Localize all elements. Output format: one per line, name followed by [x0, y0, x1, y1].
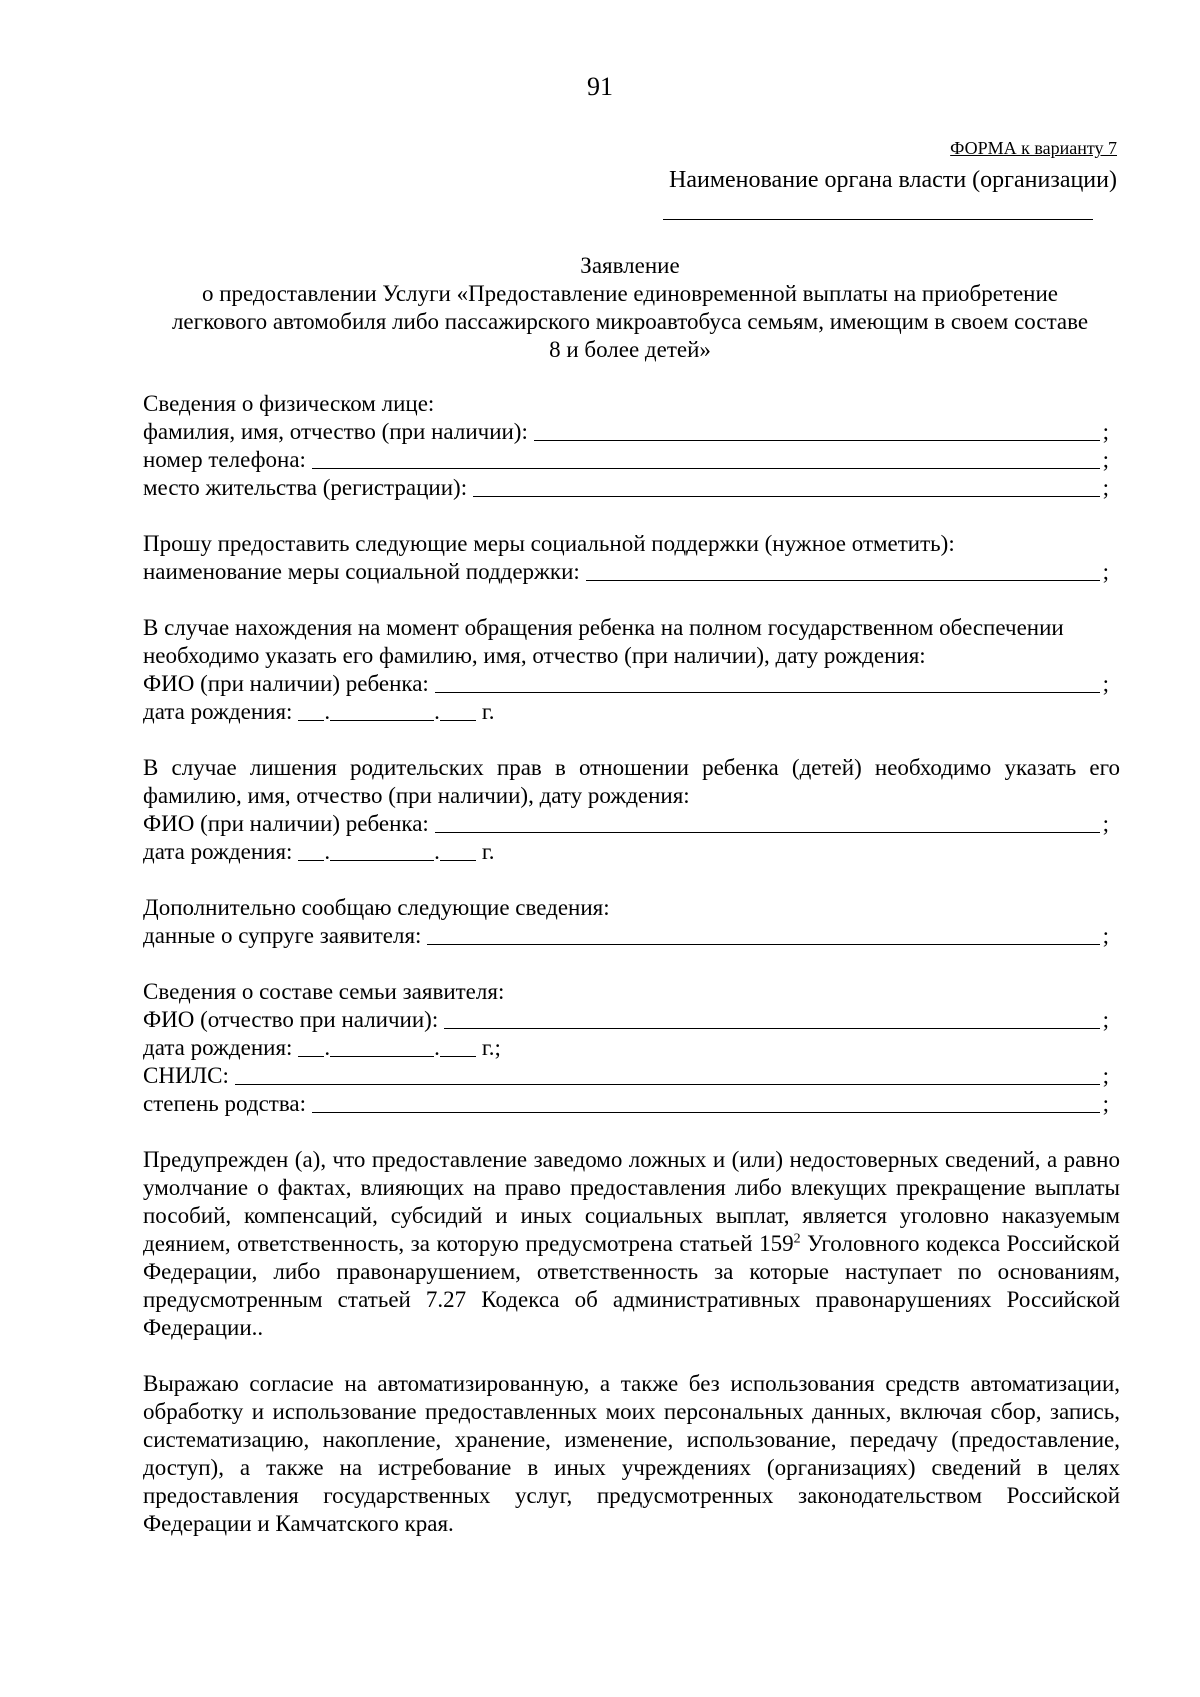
date-dot: . [434, 1035, 440, 1060]
dob-year-field[interactable] [440, 1056, 476, 1057]
kinship-field[interactable] [312, 1112, 1100, 1113]
article-superscript: 2 [793, 1231, 801, 1247]
year-suffix: г. [481, 839, 495, 864]
support-measure-row [143, 558, 1109, 586]
family-fio-row [143, 1006, 1109, 1034]
field-end: ; [1102, 671, 1109, 696]
form-body [143, 390, 1120, 1566]
dob-day-field[interactable] [298, 860, 324, 861]
child-dob-row [143, 838, 1120, 866]
support-section [143, 530, 1120, 586]
field-end: ; [1102, 475, 1109, 500]
dob-day-field[interactable] [298, 720, 324, 721]
dob-month-field[interactable] [330, 720, 434, 721]
child-fio-field[interactable] [435, 832, 1100, 833]
field-label: СНИЛС: [143, 1063, 229, 1088]
child-fio-field[interactable] [435, 692, 1100, 693]
phone-field[interactable] [312, 468, 1100, 469]
dob-year-field[interactable] [440, 720, 476, 721]
residence-field[interactable] [473, 496, 1100, 497]
dob-year-field[interactable] [440, 860, 476, 861]
child-dob-row [143, 698, 1120, 726]
consent-paragraph: Выражаю согласие на автоматизированную, а также без использования средств автоматизации, обработку и использование предоставленных моих персональных данных, включая сбор, запись, систематизацию, накопление, хранение, изменение, использование, передачу (предоставление, доступ), а также на истребование в иных учреждениях (организациях) сведений в целях предоставления государственных услуг, предусмотренных законодательством Российской Федерации и Камчатского края. [143, 1371, 1120, 1536]
field-end: ; [1102, 419, 1109, 444]
field-label: ФИО (при наличии) ребенка: [143, 671, 429, 696]
section-heading: Прошу предоставить следующие меры социальной поддержки (нужное отметить): [143, 531, 955, 556]
date-dot: . [324, 699, 331, 724]
phone-row [143, 446, 1109, 474]
field-end: ; [1102, 1091, 1109, 1116]
spouse-row [143, 922, 1109, 950]
child-fio-row [143, 810, 1109, 838]
field-end: ; [1102, 923, 1109, 948]
field-end: ; [1102, 559, 1109, 584]
support-measure-field[interactable] [586, 580, 1100, 581]
applicant-fio-row [143, 418, 1109, 446]
field-label: наименование меры социальной поддержки: [143, 559, 580, 584]
title-line: о предоставлении Услуги «Предоставление единовременной выплаты на приобретение [201, 281, 1059, 306]
kinship-row [143, 1090, 1109, 1118]
additional-section [143, 894, 1120, 950]
warning-text: Предупрежден (а), что предоставление заведомо ложных и (или) недостоверных сведений, а равно умолчание о фактах, влияющих на право предоставления либо влекущих прекращение выплаты пособий, компенсаций, субсидий и иных социальных выплат, является уголовно наказуемым деянием, ответственность, за которую предусмотрена статьей 159 [143, 1147, 1120, 1256]
dob-day-field[interactable] [298, 1056, 324, 1057]
field-label: ФИО (отчество при наличии): [143, 1007, 439, 1032]
page-number: 91 [587, 72, 613, 101]
deprivation-section [143, 754, 1120, 866]
field-label: данные о супруге заявителя: [143, 923, 422, 948]
warning-text: Уголовного кодекса Российской Федерации, либо правонарушением, ответственность за которые наступает по основаниям, предусмотренным статьей 7.27 Кодекса об административных правонарушениях Российской Федерации.. [143, 1231, 1120, 1340]
date-dot: . [434, 839, 440, 864]
field-label: степень родства: [143, 1091, 306, 1116]
date-dot: . [434, 699, 440, 724]
child-fio-row [143, 670, 1109, 698]
field-label: дата рождения: [143, 839, 293, 864]
field-label: место жительства (регистрации): [143, 475, 468, 500]
field-label: фамилия, имя, отчество (при наличии): [143, 419, 528, 444]
field-end: ; [1102, 811, 1109, 836]
family-fio-field[interactable] [444, 1028, 1099, 1029]
family-section [143, 978, 1120, 1118]
liability-warning [143, 1146, 1120, 1342]
residence-row [143, 474, 1109, 502]
field-end: ; [1102, 447, 1109, 472]
section-text: В случае лишения родительских прав в отношении ребенка (детей) необходимо указать его [143, 755, 1120, 780]
field-label: номер телефона: [143, 447, 306, 472]
title-line: Заявление [580, 253, 680, 278]
section-text: фамилию, имя, отчество (при наличии), дату рождения: [143, 783, 690, 808]
dob-month-field[interactable] [330, 860, 434, 861]
document-title [140, 252, 1120, 364]
form-label: ФОРМА к варианту 7 [950, 138, 1117, 158]
title-line: легкового автомобиля либо пассажирского микроавтобуса семьям, имеющим в своем составе [171, 309, 1089, 334]
section-text: В случае нахождения на момент обращения ребенка на полном государственном обеспечении [143, 615, 1064, 640]
year-suffix: г.; [481, 1035, 501, 1060]
section-heading: Дополнительно сообщаю следующие сведения: [143, 895, 610, 920]
date-dot: . [324, 1035, 331, 1060]
snils-row [143, 1062, 1109, 1090]
personal-info-section [143, 390, 1120, 502]
state-care-section [143, 614, 1120, 726]
organization-name-field[interactable] [663, 219, 1093, 220]
field-end: ; [1102, 1007, 1109, 1032]
date-dot: . [324, 839, 331, 864]
year-suffix: г. [481, 699, 495, 724]
dob-month-field[interactable] [330, 1056, 434, 1057]
section-heading: Сведения о физическом лице: [143, 391, 435, 416]
field-end: ; [1102, 1063, 1109, 1088]
field-label: ФИО (при наличии) ребенка: [143, 811, 429, 836]
applicant-fio-field[interactable] [534, 440, 1100, 441]
spouse-field[interactable] [427, 944, 1099, 945]
section-text: необходимо указать его фамилию, имя, отчество (при наличии), дату рождения: [143, 643, 926, 668]
organization-name-label: Наименование органа власти (организации) [669, 167, 1117, 193]
field-label: дата рождения: [143, 1035, 293, 1060]
family-dob-row [143, 1034, 1120, 1062]
snils-field[interactable] [235, 1084, 1100, 1085]
field-label: дата рождения: [143, 699, 293, 724]
title-line: 8 и более детей» [549, 337, 711, 362]
section-heading: Сведения о составе семьи заявителя: [143, 979, 505, 1004]
